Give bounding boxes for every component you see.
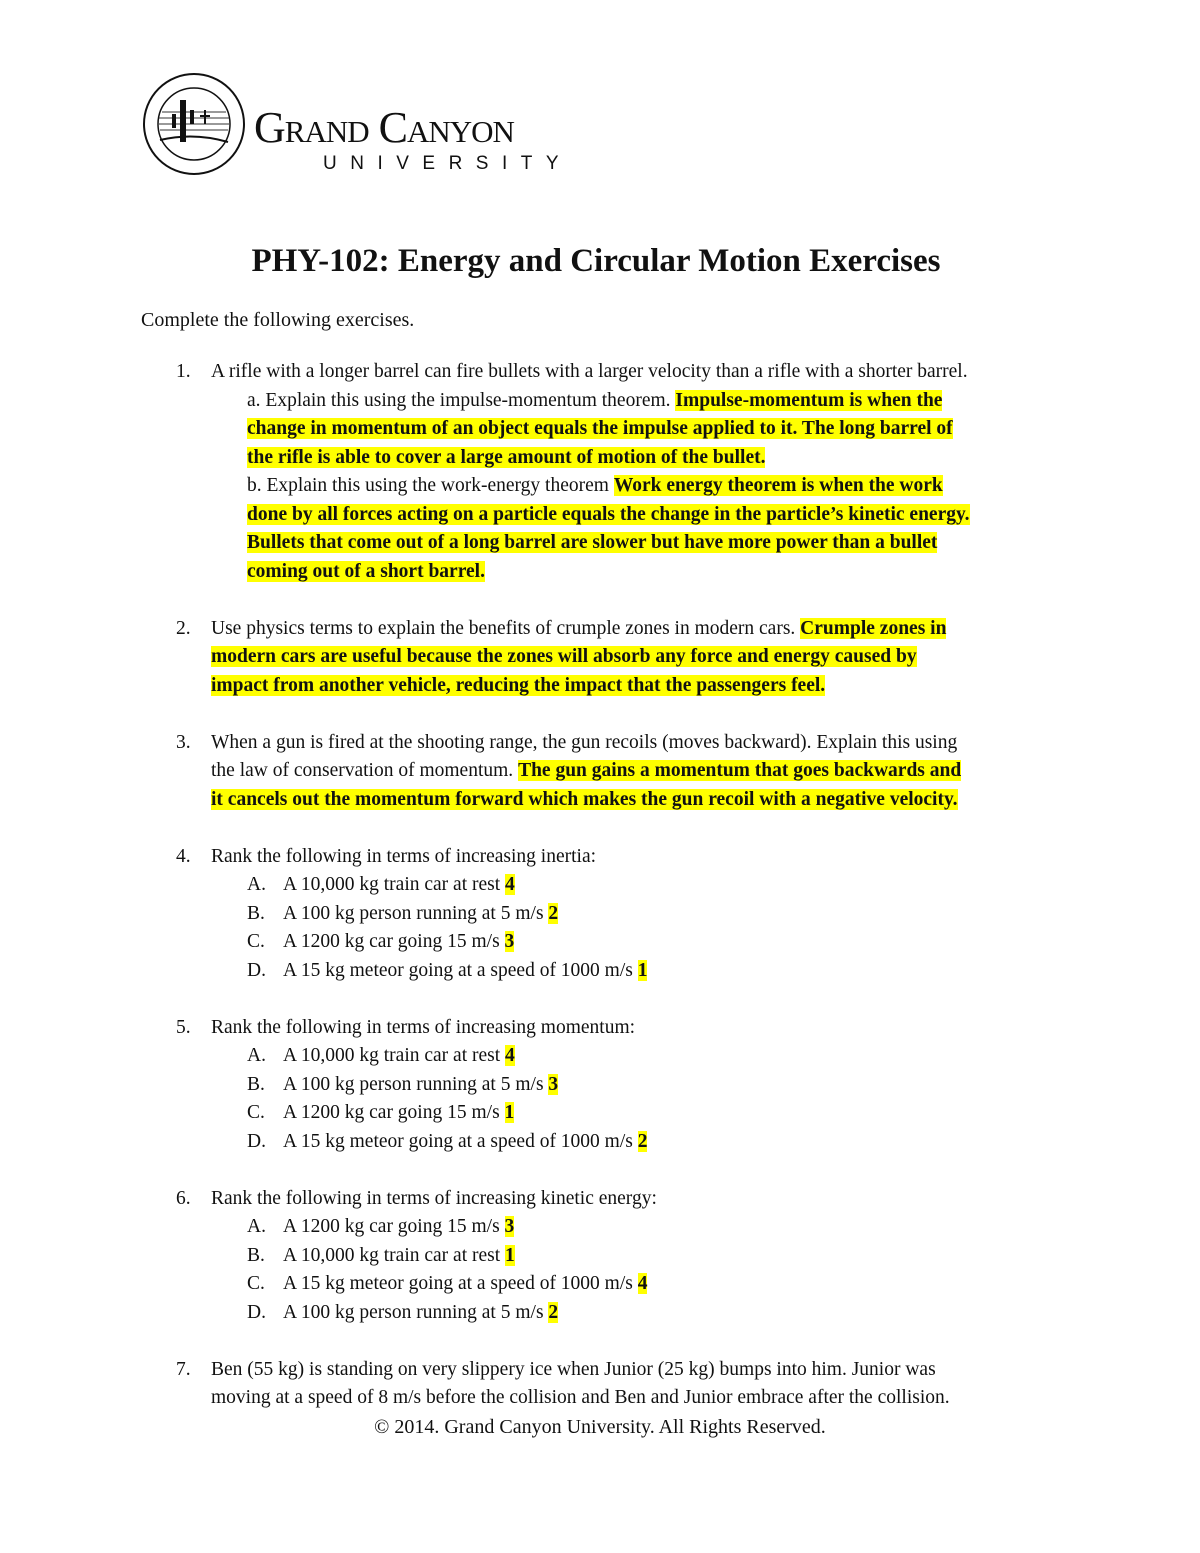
option-item: [0, 957, 1200, 986]
option-letter: D.: [247, 1301, 266, 1323]
option-text: [283, 871, 515, 900]
option-label: A 1200 kg car going 15 m/s: [283, 1102, 505, 1123]
text-line: [0, 529, 1200, 558]
question-5: [0, 1014, 1200, 1157]
question-2: [0, 615, 1200, 701]
option-item: [0, 928, 1200, 957]
option-label: A 100 kg person running at 5 m/s: [283, 1301, 549, 1323]
option-item: [0, 1299, 1200, 1328]
spacer: [0, 1327, 1200, 1356]
option-letter: C.: [247, 1273, 265, 1294]
question-text: When a gun is fired at the shooting range, the gun recoils (moves backward). Explain this using: [211, 731, 958, 753]
highlighted-answer: Crumple zones in: [800, 617, 947, 639]
rank-answer: 1: [637, 959, 648, 981]
question-text: Rank the following in terms of increasing inertia:: [211, 845, 597, 867]
option-text: [283, 1128, 647, 1157]
highlighted-answer: change in momentum of an object equals the impulse applied to it. The long barrel of: [247, 418, 953, 439]
university-seal-icon: [142, 72, 246, 176]
option-item: [0, 871, 1200, 900]
copyright-footer: © 2014. Grand Canyon University. All Rights Reserved.: [374, 1415, 826, 1438]
highlighted-answer: Bullets that come out of a long barrel are slower but have more power than a bullet: [247, 532, 938, 553]
question-6: [0, 1185, 1200, 1328]
rank-answer: 3: [548, 1073, 559, 1095]
text-line: [0, 757, 1200, 786]
option-label: A 15 kg meteor going at a speed of 1000 m/s: [283, 1130, 638, 1152]
question-text: moving at a speed of 8 m/s before the collision and Ben and Junior embrace after the collision.: [211, 1387, 950, 1408]
highlighted-answer: The gun gains a momentum that goes backwards and: [518, 760, 962, 781]
rank-answer: 3: [504, 1216, 515, 1237]
highlighted-answer: it cancels out the momentum forward which makes the gun recoil with a negative velocity.: [211, 788, 958, 810]
option-text: [283, 1213, 514, 1242]
question-text: a. Explain this using the impulse-momentum theorem.: [247, 389, 676, 411]
option-item: [0, 1071, 1200, 1100]
option-label: A 15 kg meteor going at a speed of 1000 m/s: [283, 1273, 638, 1294]
highlighted-answer: coming out of a short barrel.: [247, 560, 485, 582]
question-text: b. Explain this using the work-energy theorem: [247, 475, 614, 496]
text-line: [0, 558, 1200, 587]
text-line: [0, 729, 1200, 758]
option-item: [0, 1042, 1200, 1071]
option-label: A 100 kg person running at 5 m/s: [283, 902, 549, 924]
option-item: [0, 1128, 1200, 1157]
option-label: A 10,000 kg train car at rest: [283, 1244, 506, 1266]
text-line: [0, 786, 1200, 815]
question-text: the law of conservation of momentum.: [211, 760, 519, 781]
question-3: [0, 729, 1200, 815]
option-item: [0, 900, 1200, 929]
question-text: Ben (55 kg) is standing on very slippery ice when Junior (25 kg) bumps into him. Junior was: [211, 1358, 936, 1380]
option-letter: B.: [247, 1073, 265, 1095]
option-text: [283, 928, 514, 957]
text-line: [0, 1185, 1200, 1214]
question-1: [0, 358, 1200, 586]
question-number: 2.: [176, 617, 191, 639]
exercise-list: [0, 358, 1200, 1441]
question-number: 6.: [176, 1187, 191, 1209]
highlighted-answer: done by all forces acting on a particle equals the change in the particle’s kinetic energy.: [247, 503, 970, 525]
text-line: [0, 1384, 1200, 1413]
spacer: [0, 700, 1200, 729]
question-text: A rifle with a longer barrel can fire bullets with a larger velocity than a rifle with a shorter barrel.: [211, 361, 968, 382]
option-text: [283, 957, 647, 986]
question-7: [0, 1356, 1200, 1413]
text-line: [0, 387, 1200, 416]
rank-answer: 2: [637, 1130, 648, 1152]
option-text: [283, 1270, 647, 1299]
option-label: A 1200 kg car going 15 m/s: [283, 1216, 505, 1237]
question-number: 1.: [176, 361, 191, 382]
option-text: [283, 1042, 515, 1071]
text-line: [0, 1014, 1200, 1043]
highlighted-answer: Work energy theorem is when the work: [613, 475, 943, 496]
question-4: [0, 843, 1200, 986]
intro-text: Complete the following exercises.: [141, 309, 415, 331]
option-item: [0, 1099, 1200, 1128]
text-line: [0, 1356, 1200, 1385]
spacer: [0, 814, 1200, 843]
option-label: A 10,000 kg train car at rest: [283, 874, 506, 895]
option-letter: C.: [247, 931, 265, 952]
highlighted-answer: impact from another vehicle, reducing the impact that the passengers feel.: [211, 674, 826, 696]
question-text: Rank the following in terms of increasing kinetic energy:: [211, 1187, 657, 1209]
option-letter: A.: [247, 1045, 266, 1066]
text-line: [0, 501, 1200, 530]
option-label: A 1200 kg car going 15 m/s: [283, 931, 505, 952]
question-text: Use physics terms to explain the benefits of crumple zones in modern cars.: [211, 617, 801, 639]
text-line: [0, 415, 1200, 444]
logo-subtitle: UNIVERSITY: [323, 153, 573, 174]
rank-answer: 3: [504, 931, 515, 952]
text-line: [0, 444, 1200, 473]
option-item: [0, 1213, 1200, 1242]
logo-wordmark: Grand Canyon: [254, 103, 514, 152]
option-text: [283, 1099, 514, 1128]
highlighted-answer: modern cars are useful because the zones will absorb any force and energy caused by: [211, 646, 917, 667]
question-number: 7.: [176, 1358, 191, 1380]
text-line: [0, 643, 1200, 672]
rank-answer: 2: [548, 1301, 559, 1323]
rank-answer: 1: [504, 1102, 515, 1123]
spacer: [0, 1156, 1200, 1185]
question-number: 5.: [176, 1016, 191, 1038]
rank-answer: 1: [505, 1244, 515, 1266]
option-letter: C.: [247, 1102, 265, 1123]
question-number: 3.: [176, 731, 191, 753]
option-label: A 10,000 kg train car at rest: [283, 1045, 506, 1066]
option-text: [283, 1071, 558, 1100]
spacer: [0, 586, 1200, 615]
rank-answer: 4: [505, 874, 515, 895]
rank-answer: 2: [548, 902, 559, 924]
spacer: [0, 985, 1200, 1014]
option-letter: B.: [247, 902, 265, 924]
option-label: A 15 kg meteor going at a speed of 1000 m/s: [283, 959, 638, 981]
question-text: Rank the following in terms of increasing momentum:: [211, 1016, 636, 1038]
text-line: [0, 672, 1200, 701]
question-number: 4.: [176, 845, 191, 867]
option-letter: B.: [247, 1244, 265, 1266]
option-text: [283, 1299, 558, 1328]
highlighted-answer: the rifle is able to cover a large amount of motion of the bullet.: [247, 446, 766, 468]
option-item: [0, 1242, 1200, 1271]
rank-answer: 4: [637, 1273, 648, 1294]
rank-answer: 4: [505, 1045, 515, 1066]
highlighted-answer: Impulse-momentum is when the: [675, 389, 943, 411]
option-letter: D.: [247, 1130, 266, 1152]
option-letter: A.: [247, 1216, 266, 1237]
text-line: [0, 843, 1200, 872]
text-line: [0, 358, 1200, 387]
option-text: [283, 900, 558, 929]
page-title: PHY-102: Energy and Circular Motion Exercises: [251, 243, 941, 279]
option-text: [283, 1242, 515, 1271]
university-logo: [140, 70, 620, 180]
option-label: A 100 kg person running at 5 m/s: [283, 1073, 549, 1095]
text-line: [0, 615, 1200, 644]
option-item: [0, 1270, 1200, 1299]
option-letter: D.: [247, 959, 266, 981]
text-line: [0, 472, 1200, 501]
option-letter: A.: [247, 874, 266, 895]
